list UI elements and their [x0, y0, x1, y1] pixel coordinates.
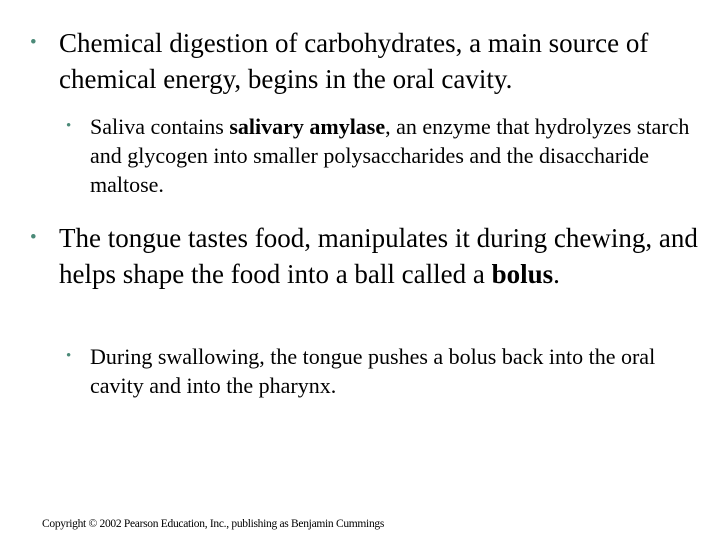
- bullet-icon: •: [30, 32, 37, 53]
- bullet-icon: •: [66, 348, 72, 364]
- sub-bullet-swallowing: [66, 342, 696, 400]
- text-segment: .: [553, 259, 560, 289]
- bullet-icon: •: [30, 227, 37, 248]
- bullet-text: During swallowing, the tongue pushes a bolus back into the oral cavity and into the pharynx.: [90, 344, 656, 398]
- text-segment: The tongue tastes food, manipulates it during chewing, and helps shape the food into a ball called a: [59, 223, 698, 289]
- bullet-text: [59, 220, 700, 292]
- text-segment: , an enzyme that hydrolyzes starch and glycogen into smaller polysaccharides and the disaccharide maltose.: [90, 114, 690, 197]
- text-segment: Saliva contains: [90, 114, 230, 139]
- bullet-tongue: [30, 220, 700, 292]
- copyright-footer: Copyright © 2002 Pearson Education, Inc., publishing as Benjamin Cummings: [42, 518, 385, 530]
- bullet-text: [90, 112, 696, 199]
- bullet-text: Chemical digestion of carbohydrates, a main source of chemical energy, begins in the oral cavity.: [59, 28, 649, 94]
- bold-term-bolus: bolus: [491, 259, 554, 289]
- bold-term-salivary-amylase: salivary amylase: [229, 114, 386, 139]
- bullet-icon: •: [66, 118, 72, 134]
- bullet-chemical-digestion: [30, 25, 700, 97]
- sub-bullet-saliva: [66, 112, 696, 199]
